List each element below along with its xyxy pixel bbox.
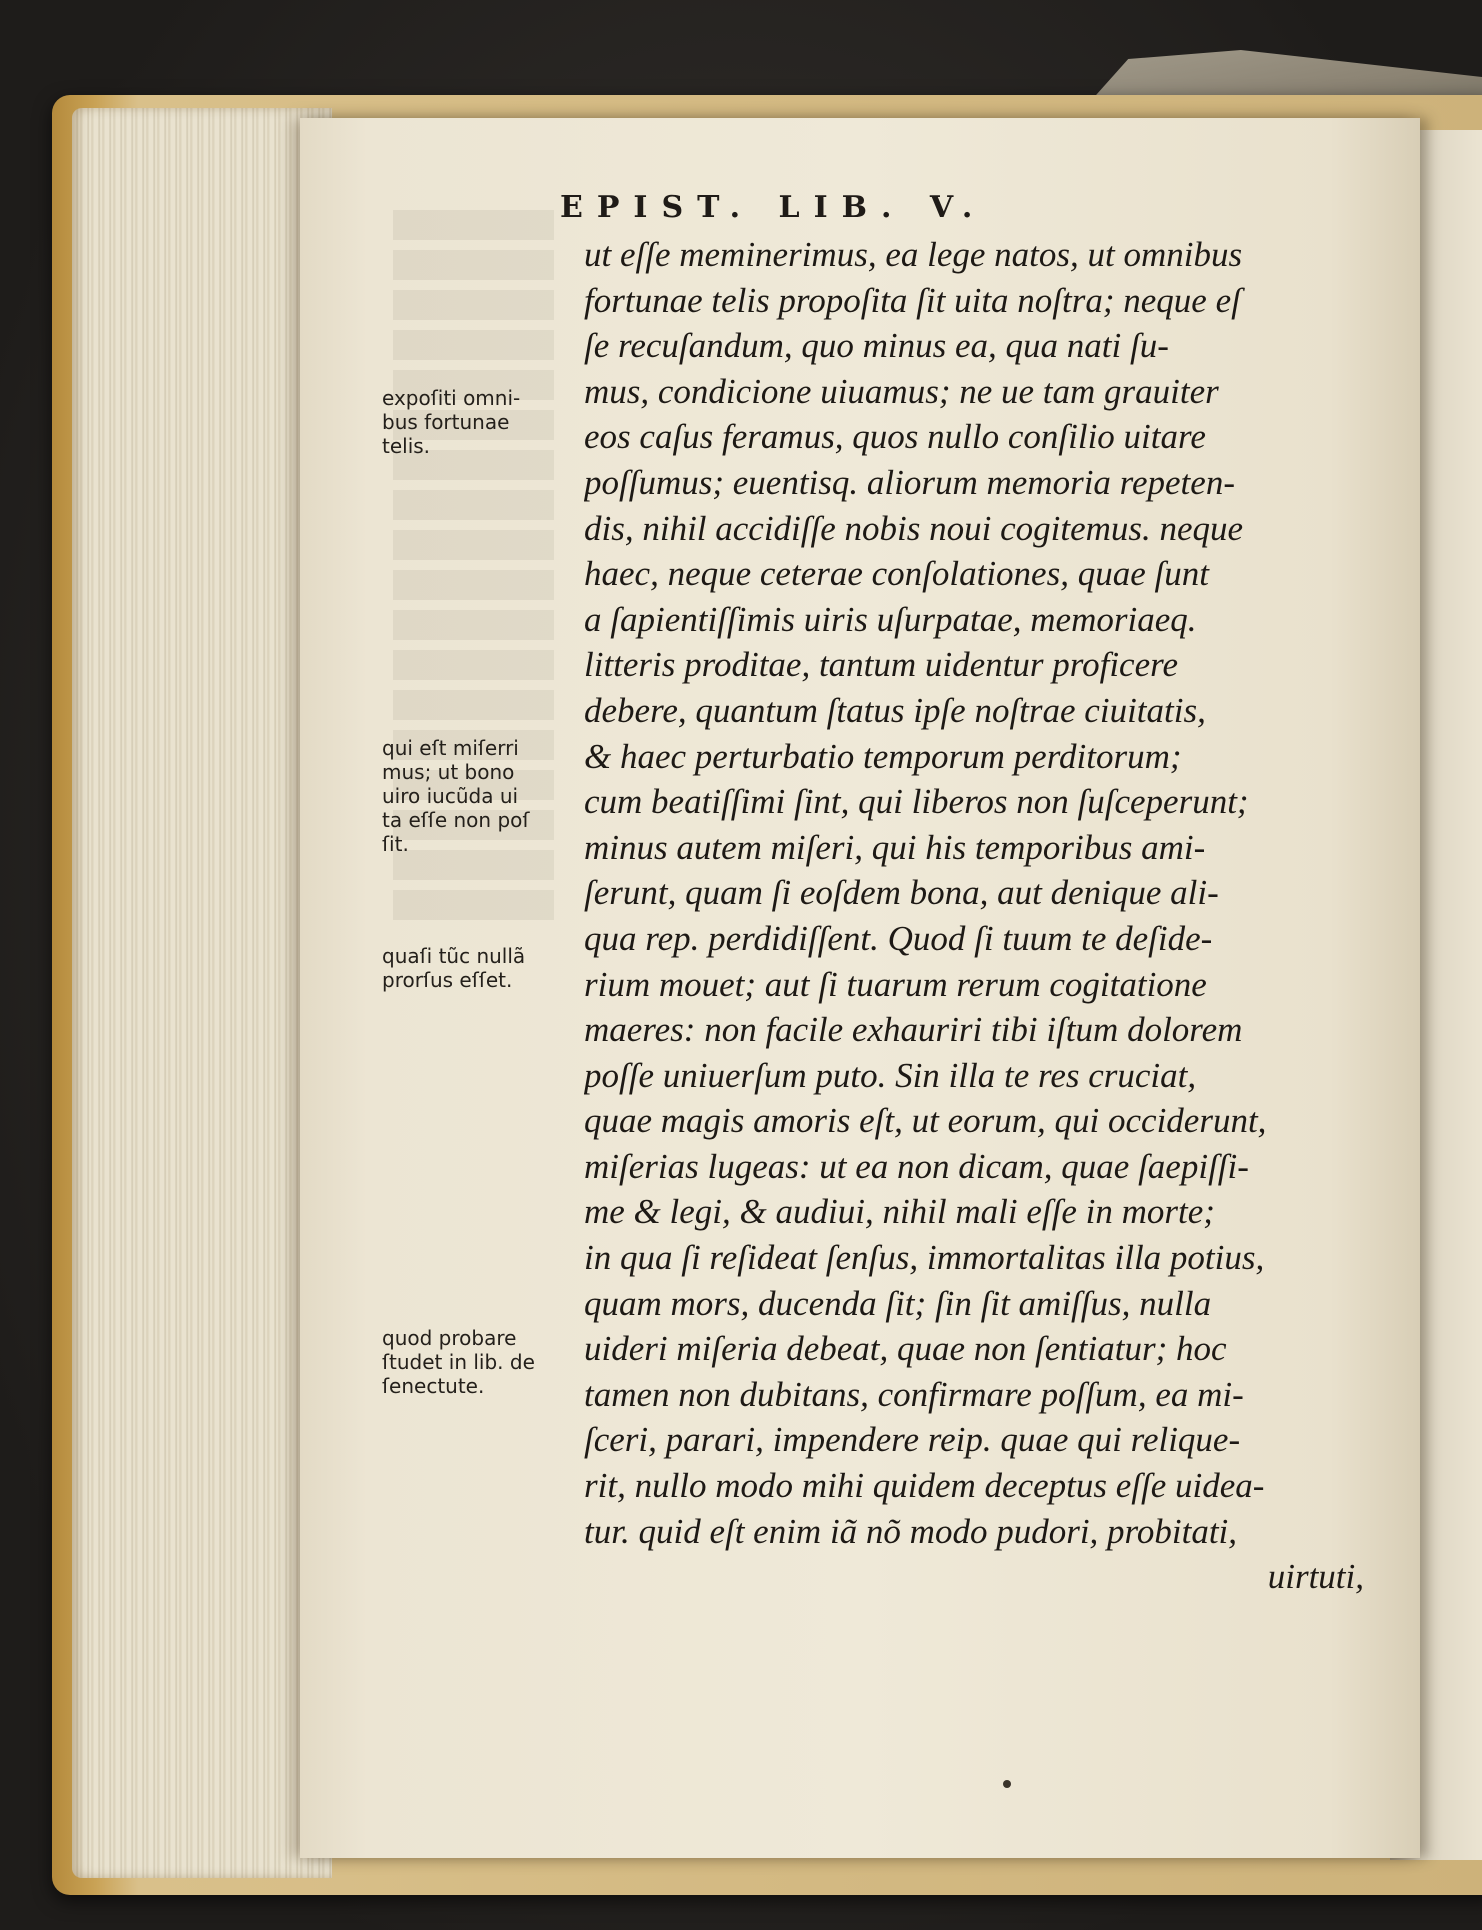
margin-note-line: qui eſt miſerri — [382, 736, 519, 760]
margin-note-line: uiro iucũda ui — [382, 784, 519, 808]
text-line: dis, nihil accidiſſe nobis noui cogitemus. neque — [584, 508, 1244, 548]
text-line: tamen non dubitans, confirmare poſſum, ea mi- — [584, 1374, 1244, 1414]
margin-note-line: mus; ut bono — [382, 760, 515, 784]
margin-note-line: prorſus eſſet. — [382, 968, 513, 992]
body-text — [584, 232, 1384, 1600]
catchword: uirtuti, — [1267, 1557, 1364, 1597]
text-line: miſerias lugeas: ut ea non dicam, quae ſaepiſſi- — [584, 1146, 1249, 1186]
text-line: quam mors, ducenda ſit; ſin ſit amiſſus, nulla — [584, 1283, 1212, 1323]
text-line: uideri miſeria debeat, quae non ſentiatur; hoc — [584, 1329, 1227, 1369]
margin-note-line: ſenectute. — [382, 1374, 485, 1398]
text-line: fortunae telis propoſita ſit uita noſtra; neque eſ — [584, 280, 1241, 320]
text-line: litteris proditae, tantum uidentur proficere — [584, 645, 1178, 685]
text-line: qua rep. perdidiſſent. Quod ſi tuum te deſide- — [584, 918, 1213, 958]
text-line: quae magis amoris eſt, ut eorum, qui occiderunt, — [584, 1101, 1267, 1141]
margin-note-line: telis. — [382, 434, 431, 458]
text-line: debere, quantum ſtatus ipſe noſtrae ciuitatis, — [584, 690, 1206, 730]
text-line: rit, nullo modo mihi quidem deceptus eſſe uidea- — [584, 1466, 1265, 1506]
margin-note-line: quod probare — [382, 1326, 517, 1350]
running-head: EPIST. LIB. V. — [560, 190, 987, 225]
text-line: in qua ſi reſideat ſenſus, immortalitas illa potius, — [584, 1238, 1265, 1278]
text-line: ſe recuſandum, quo minus ea, qua nati ſu- — [584, 326, 1169, 366]
margin-note — [382, 386, 582, 458]
text-line: me & legi, & audiui, nihil mali eſſe in morte; — [584, 1192, 1215, 1232]
margin-note-line: bus fortunae — [382, 410, 510, 434]
margin-note-line: ſtudet in lib. de — [382, 1350, 535, 1374]
text-line: minus autem miſeri, qui his temporibus ami- — [584, 827, 1206, 867]
ink-spot — [1003, 1780, 1011, 1788]
text-line: eos caſus feramus, quos nullo conſilio uitare — [584, 417, 1206, 457]
text-line: ut eſſe meminerimus, ea lege natos, ut omnibus — [584, 235, 1243, 274]
text-line: tur. quid eſt enim iã nõ modo pudori, probitati, — [584, 1511, 1238, 1551]
text-line: a ſapientiſſimis uiris uſurpatae, memoriaeq. — [584, 599, 1197, 639]
text-line: ſerunt, quam ſi eoſdem bona, aut denique ali- — [584, 873, 1219, 913]
text-line: rium mouet; aut ſi tuarum rerum cogitatione — [584, 964, 1207, 1004]
margin-note — [382, 1326, 582, 1398]
text-line: & haec perturbatio temporum perditorum; — [584, 736, 1182, 776]
page-edges — [72, 108, 332, 1878]
margin-note — [382, 736, 582, 856]
text-line: cum beatiſſimi ſint, qui liberos non ſuſceperunt; — [584, 782, 1249, 822]
text-line: poſſe uniuerſum puto. Sin illa te res cruciat, — [584, 1055, 1197, 1095]
margin-note-line: ta eſſe non poſ — [382, 808, 530, 832]
text-line: poſſumus; euentisq. aliorum memoria repeten- — [584, 462, 1235, 502]
text-line: ſceri, parari, impendere reip. quae qui relique- — [584, 1420, 1241, 1460]
margin-note-line: quaſi tũc nullã — [382, 944, 526, 968]
text-line: haec, neque ceterae conſolationes, quae ſunt — [584, 554, 1209, 594]
text-line: maeres: non facile exhauriri tibi iſtum dolorem — [584, 1010, 1243, 1050]
margin-note — [382, 944, 582, 992]
margin-note-line: expoſiti omni- — [382, 386, 521, 410]
text-line: mus, condicione uiuamus; ne ue tam grauiter — [584, 371, 1219, 411]
margin-note-line: ſit. — [382, 832, 409, 856]
